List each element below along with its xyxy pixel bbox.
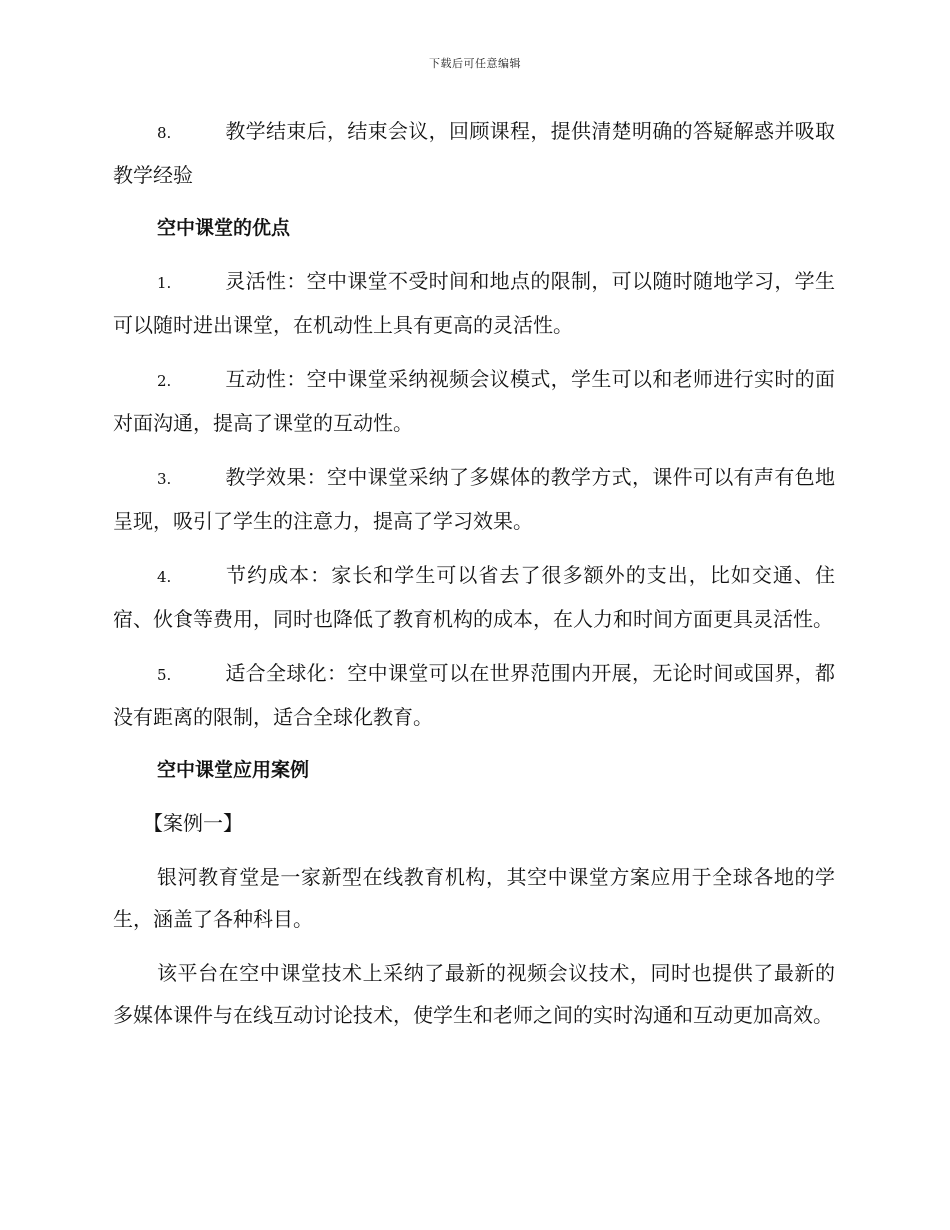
list-item-8: [113, 110, 835, 196]
case-paragraph-2: 该平台在空中课堂技术上采纳了最新的视频会议技术，同时也提供了最新的多媒体课件与在线互动讨论技术，使学生和老师之间的实时沟通和互动更加高效。: [113, 961, 835, 1027]
list-item-text: 教学效果：空中课堂采纳了多媒体的教学方式，课件可以有声有色地呈现，吸引了学生的注意力，提高了学习效果。: [113, 465, 835, 533]
case-paragraph-1: 银河教育堂是一家新型在线教育机构，其空中课堂方案应用于全球各地的学生，涵盖了各种科目。: [113, 865, 835, 931]
list-item-4: [113, 554, 835, 640]
list-number: 8.: [157, 124, 172, 142]
list-number: 5.: [157, 666, 172, 684]
list-item-text: 互动性：空中课堂采纳视频会议模式，学生可以和老师进行实时的面对面沟通，提高了课堂的互动性。: [113, 367, 835, 435]
page-header: 下载后可任意编辑: [429, 57, 521, 70]
document-body: [113, 110, 835, 1048]
list-item-text: 教学结束后，结束会议，回顾课程，提供清楚明确的答疑解惑并吸取教学经验: [113, 119, 835, 187]
section-heading-cases: 空中课堂应用案例: [157, 759, 310, 781]
list-number: 2.: [157, 372, 172, 390]
list-number: 1.: [157, 274, 172, 292]
section-heading-advantages: 空中课堂的优点: [157, 217, 291, 239]
list-number: 3.: [157, 470, 172, 488]
list-item-text: 灵活性：空中课堂不受时间和地点的限制，可以随时随地学习，学生可以随时进出课堂，在机动性上具有更高的灵活性。: [113, 269, 835, 337]
list-item-text: 适合全球化：空中课堂可以在世界范围内开展，无论时间或国界，都没有距离的限制，适合全球化教育。: [113, 661, 835, 729]
list-item-2: [113, 358, 835, 444]
list-item-1: [113, 260, 835, 346]
list-item-text: 节约成本：家长和学生可以省去了很多额外的支出，比如交通、住宿、伙食等费用，同时也降低了教育机构的成本，在人力和时间方面更具灵活性。: [113, 563, 835, 631]
list-item-3: [113, 456, 835, 542]
list-number: 4.: [157, 568, 172, 586]
case-label: 【案例一】: [143, 811, 243, 835]
list-item-5: [113, 652, 835, 738]
